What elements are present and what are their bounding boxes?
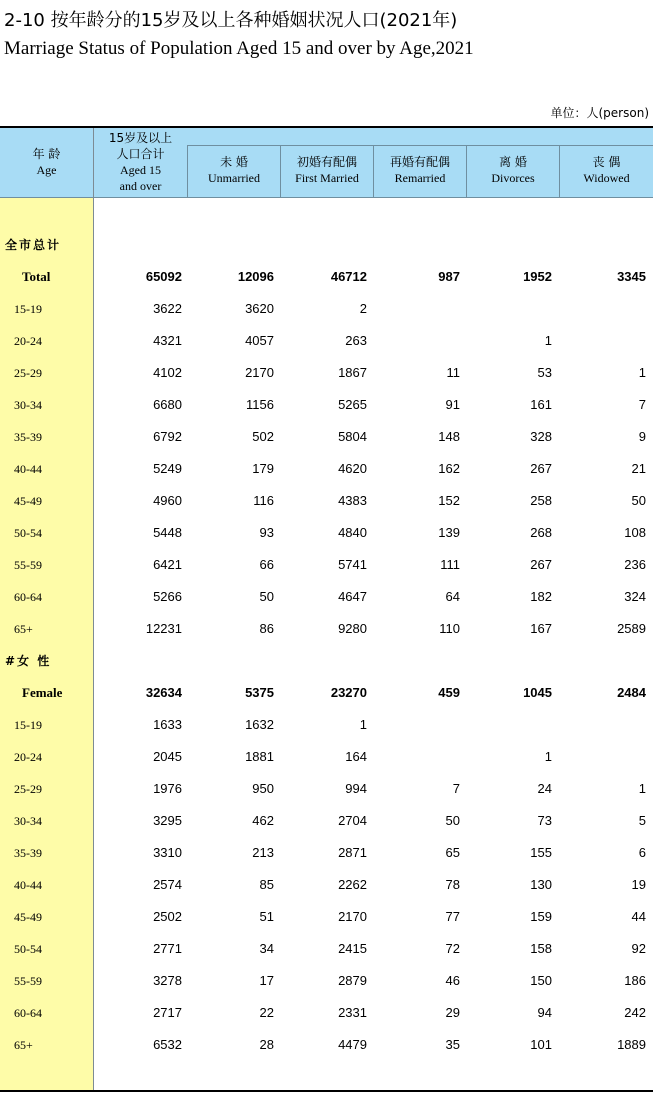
cell-total: 2574 bbox=[153, 877, 182, 892]
row-label: 25-29 bbox=[14, 366, 42, 380]
cell-unmarried: 1632 bbox=[245, 717, 274, 732]
cell-remarried: 110 bbox=[439, 621, 460, 636]
table-row bbox=[0, 1029, 653, 1061]
cell-first-married: 2704 bbox=[338, 813, 367, 828]
table-row bbox=[0, 741, 653, 773]
cell-first-married: 2 bbox=[359, 301, 367, 316]
cell-unmarried: 17 bbox=[259, 973, 274, 988]
cell-widowed: 3345 bbox=[617, 269, 646, 284]
cell-divorces: 161 bbox=[530, 397, 552, 412]
cell-first-married: 23270 bbox=[330, 685, 367, 700]
cell-remarried: 459 bbox=[438, 685, 460, 700]
table-row bbox=[0, 901, 653, 933]
header-first-married bbox=[281, 154, 373, 186]
table-row bbox=[0, 421, 653, 453]
cell-remarried: 7 bbox=[452, 781, 460, 796]
header-age-cn: 年 龄 bbox=[32, 147, 61, 161]
cell-widowed: 44 bbox=[631, 909, 646, 924]
table-row bbox=[0, 581, 653, 613]
cell-widowed: 186 bbox=[624, 973, 646, 988]
cell-first-married: 1867 bbox=[338, 365, 367, 380]
cell-unmarried: 85 bbox=[259, 877, 274, 892]
row-label: 65+ bbox=[14, 622, 33, 636]
header-unmarried-en: Unmarried bbox=[208, 171, 260, 185]
cell-unmarried: 86 bbox=[259, 621, 274, 636]
header-divorces bbox=[467, 154, 559, 186]
table-row bbox=[0, 357, 653, 389]
table-title-chinese: 2-10 按年龄分的15岁及以上各种婚姻状况人口(2021年) bbox=[4, 10, 458, 31]
header-first-married-cn: 初婚有配偶 bbox=[296, 155, 357, 169]
cell-divorces: 258 bbox=[530, 493, 552, 508]
row-label: 45-49 bbox=[14, 494, 42, 508]
row-label: 30-34 bbox=[14, 398, 42, 412]
section-label: #女 性 bbox=[5, 654, 52, 668]
table-row bbox=[0, 837, 653, 869]
cell-total: 6421 bbox=[153, 557, 182, 572]
cell-widowed: 2589 bbox=[617, 621, 646, 636]
section-header-row bbox=[0, 229, 653, 261]
header-divider bbox=[0, 197, 653, 198]
cell-divorces: 268 bbox=[530, 525, 552, 540]
cell-divorces: 267 bbox=[530, 461, 552, 476]
cell-first-married: 4383 bbox=[338, 493, 367, 508]
header-widowed-cn: 丧 偶 bbox=[592, 155, 621, 169]
cell-total: 5249 bbox=[153, 461, 182, 476]
section-header-row bbox=[0, 645, 653, 677]
table-row bbox=[0, 325, 653, 357]
header-unmarried bbox=[188, 154, 280, 186]
cell-divorces: 155 bbox=[530, 845, 552, 860]
header-group-line bbox=[187, 145, 653, 146]
cell-total: 3295 bbox=[153, 813, 182, 828]
cell-remarried: 987 bbox=[438, 269, 460, 284]
cell-divorces: 182 bbox=[530, 589, 552, 604]
row-label: Total bbox=[22, 269, 51, 284]
cell-unmarried: 51 bbox=[259, 909, 274, 924]
table-title-english: Marriage Status of Population Aged 15 and over by Age,2021 bbox=[4, 38, 474, 59]
section-label: 全市总计 bbox=[5, 238, 62, 252]
cell-unmarried: 93 bbox=[259, 525, 274, 540]
cell-widowed: 50 bbox=[631, 493, 646, 508]
cell-first-married: 4840 bbox=[338, 525, 367, 540]
cell-divorces: 267 bbox=[530, 557, 552, 572]
cell-total: 6680 bbox=[153, 397, 182, 412]
table-row bbox=[0, 869, 653, 901]
table-row bbox=[0, 453, 653, 485]
header-total-en-1: Aged 15 bbox=[120, 163, 161, 177]
header-remarried-en: Remarried bbox=[394, 171, 446, 185]
cell-total: 2502 bbox=[153, 909, 182, 924]
cell-divorces: 94 bbox=[537, 1005, 552, 1020]
table-row bbox=[0, 549, 653, 581]
row-label: 20-24 bbox=[14, 750, 42, 764]
cell-first-married: 2331 bbox=[338, 1005, 367, 1020]
cell-widowed: 6 bbox=[638, 845, 646, 860]
row-label: 15-19 bbox=[14, 302, 42, 316]
cell-divorces: 1045 bbox=[523, 685, 552, 700]
header-first-married-en: First Married bbox=[295, 171, 359, 185]
cell-first-married: 994 bbox=[345, 781, 367, 796]
table-row bbox=[0, 997, 653, 1029]
row-label: 50-54 bbox=[14, 942, 42, 956]
table-row bbox=[0, 293, 653, 325]
header-remarried-cn: 再婚有配偶 bbox=[389, 155, 450, 169]
row-label: 40-44 bbox=[14, 878, 42, 892]
cell-remarried: 29 bbox=[445, 1005, 460, 1020]
cell-remarried: 50 bbox=[445, 813, 460, 828]
row-label: 65+ bbox=[14, 1038, 33, 1052]
cell-widowed: 19 bbox=[631, 877, 646, 892]
table-row bbox=[0, 773, 653, 805]
cell-first-married: 2262 bbox=[338, 877, 367, 892]
cell-unmarried: 66 bbox=[259, 557, 274, 572]
cell-remarried: 152 bbox=[438, 493, 460, 508]
cell-total: 3278 bbox=[153, 973, 182, 988]
unit-label: 单位：人(person) bbox=[550, 106, 649, 120]
row-label: 25-29 bbox=[14, 782, 42, 796]
cell-unmarried: 179 bbox=[252, 461, 274, 476]
row-label: 50-54 bbox=[14, 526, 42, 540]
cell-divorces: 167 bbox=[530, 621, 552, 636]
cell-remarried: 35 bbox=[445, 1037, 460, 1052]
cell-unmarried: 116 bbox=[253, 493, 274, 508]
cell-total: 2045 bbox=[153, 749, 182, 764]
cell-total: 32634 bbox=[145, 685, 182, 700]
header-total-cn-2: 人口合计 bbox=[116, 147, 165, 161]
table-row bbox=[0, 933, 653, 965]
cell-first-married: 46712 bbox=[330, 269, 367, 284]
cell-first-married: 2415 bbox=[338, 941, 367, 956]
cell-widowed: 92 bbox=[631, 941, 646, 956]
cell-total: 65092 bbox=[145, 269, 182, 284]
header-divorces-en: Divorces bbox=[491, 171, 535, 185]
cell-first-married: 4620 bbox=[338, 461, 367, 476]
row-label: Female bbox=[22, 685, 63, 700]
cell-first-married: 9280 bbox=[338, 621, 367, 636]
header-remarried bbox=[374, 154, 466, 186]
row-label: 55-59 bbox=[14, 558, 42, 572]
cell-widowed: 108 bbox=[624, 525, 646, 540]
cell-divorces: 158 bbox=[530, 941, 552, 956]
table-row bbox=[0, 389, 653, 421]
total-row bbox=[0, 677, 653, 709]
cell-divorces: 130 bbox=[530, 877, 552, 892]
cell-unmarried: 1881 bbox=[245, 749, 274, 764]
header-total-cn-1: 15岁及以上 bbox=[108, 131, 173, 145]
cell-remarried: 77 bbox=[445, 909, 460, 924]
table-row bbox=[0, 965, 653, 997]
total-row bbox=[0, 261, 653, 293]
cell-widowed: 5 bbox=[638, 813, 646, 828]
row-label: 60-64 bbox=[14, 590, 42, 604]
cell-total: 4321 bbox=[153, 333, 182, 348]
row-label: 35-39 bbox=[14, 846, 42, 860]
table-row bbox=[0, 517, 653, 549]
cell-widowed: 324 bbox=[624, 589, 646, 604]
header-unmarried-cn: 未 婚 bbox=[220, 155, 248, 169]
row-label: 45-49 bbox=[14, 910, 42, 924]
cell-total: 5266 bbox=[153, 589, 182, 604]
cell-total: 1976 bbox=[153, 781, 182, 796]
cell-remarried: 64 bbox=[445, 589, 460, 604]
cell-divorces: 1952 bbox=[523, 269, 552, 284]
header-total bbox=[94, 130, 187, 194]
cell-total: 3310 bbox=[153, 845, 182, 860]
cell-unmarried: 34 bbox=[259, 941, 274, 956]
cell-divorces: 53 bbox=[537, 365, 552, 380]
cell-remarried: 65 bbox=[445, 845, 460, 860]
cell-remarried: 111 bbox=[440, 557, 460, 572]
cell-widowed: 236 bbox=[624, 557, 646, 572]
cell-divorces: 1 bbox=[544, 749, 552, 764]
cell-widowed: 1 bbox=[638, 365, 646, 380]
cell-first-married: 1 bbox=[359, 717, 367, 732]
row-label: 30-34 bbox=[14, 814, 42, 828]
cell-widowed: 1 bbox=[638, 781, 646, 796]
cell-unmarried: 5375 bbox=[245, 685, 274, 700]
header-age bbox=[0, 146, 93, 178]
cell-widowed: 7 bbox=[638, 397, 646, 412]
cell-first-married: 164 bbox=[345, 749, 367, 764]
cell-first-married: 5741 bbox=[338, 557, 367, 572]
cell-unmarried: 50 bbox=[259, 589, 274, 604]
cell-unmarried: 28 bbox=[259, 1037, 274, 1052]
header-widowed bbox=[560, 154, 653, 186]
cell-divorces: 328 bbox=[530, 429, 552, 444]
cell-divorces: 1 bbox=[544, 333, 552, 348]
cell-remarried: 139 bbox=[438, 525, 460, 540]
cell-first-married: 2170 bbox=[338, 909, 367, 924]
cell-widowed: 2484 bbox=[617, 685, 646, 700]
cell-unmarried: 4057 bbox=[245, 333, 274, 348]
cell-first-married: 2871 bbox=[338, 845, 367, 860]
cell-unmarried: 462 bbox=[252, 813, 274, 828]
cell-widowed: 21 bbox=[631, 461, 646, 476]
cell-total: 3622 bbox=[153, 301, 182, 316]
cell-unmarried: 1156 bbox=[246, 397, 274, 412]
header-widowed-en: Widowed bbox=[583, 171, 630, 185]
row-label: 60-64 bbox=[14, 1006, 42, 1020]
cell-total: 6532 bbox=[153, 1037, 182, 1052]
table-row bbox=[0, 485, 653, 517]
cell-first-married: 4479 bbox=[338, 1037, 367, 1052]
cell-divorces: 24 bbox=[537, 781, 552, 796]
header-age-en: Age bbox=[36, 163, 57, 177]
cell-widowed: 1889 bbox=[617, 1037, 646, 1052]
cell-unmarried: 213 bbox=[252, 845, 274, 860]
header-total-en-2: and over bbox=[119, 179, 162, 193]
cell-remarried: 162 bbox=[438, 461, 460, 476]
cell-unmarried: 502 bbox=[252, 429, 274, 444]
cell-total: 1633 bbox=[153, 717, 182, 732]
cell-first-married: 5265 bbox=[338, 397, 367, 412]
table-row bbox=[0, 709, 653, 741]
cell-first-married: 5804 bbox=[338, 429, 367, 444]
cell-widowed: 9 bbox=[638, 429, 646, 444]
cell-divorces: 73 bbox=[537, 813, 552, 828]
cell-remarried: 11 bbox=[446, 365, 460, 380]
cell-total: 5448 bbox=[153, 525, 182, 540]
cell-remarried: 72 bbox=[445, 941, 460, 956]
cell-unmarried: 22 bbox=[259, 1005, 274, 1020]
cell-total: 2717 bbox=[153, 1005, 182, 1020]
table-row bbox=[0, 805, 653, 837]
cell-widowed: 242 bbox=[624, 1005, 646, 1020]
bottom-rule bbox=[0, 1090, 653, 1092]
cell-remarried: 78 bbox=[445, 877, 460, 892]
cell-unmarried: 12096 bbox=[237, 269, 274, 284]
cell-remarried: 91 bbox=[445, 397, 460, 412]
cell-total: 6792 bbox=[153, 429, 182, 444]
cell-total: 4102 bbox=[153, 365, 182, 380]
cell-unmarried: 2170 bbox=[245, 365, 274, 380]
cell-first-married: 4647 bbox=[338, 589, 367, 604]
cell-total: 12231 bbox=[145, 621, 182, 636]
cell-unmarried: 3620 bbox=[245, 301, 274, 316]
table-row bbox=[0, 613, 653, 645]
row-label: 15-19 bbox=[14, 718, 42, 732]
row-label: 20-24 bbox=[14, 334, 42, 348]
cell-first-married: 2879 bbox=[338, 973, 367, 988]
cell-unmarried: 950 bbox=[252, 781, 274, 796]
row-label: 35-39 bbox=[14, 430, 42, 444]
cell-remarried: 46 bbox=[445, 973, 460, 988]
cell-total: 2771 bbox=[153, 941, 182, 956]
row-label: 40-44 bbox=[14, 462, 42, 476]
cell-divorces: 150 bbox=[530, 973, 552, 988]
cell-total: 4960 bbox=[153, 493, 182, 508]
header-divorces-cn: 离 婚 bbox=[499, 155, 527, 169]
cell-remarried: 148 bbox=[438, 429, 460, 444]
row-label: 55-59 bbox=[14, 974, 42, 988]
cell-first-married: 263 bbox=[345, 333, 367, 348]
cell-divorces: 101 bbox=[530, 1037, 552, 1052]
cell-divorces: 159 bbox=[530, 909, 552, 924]
